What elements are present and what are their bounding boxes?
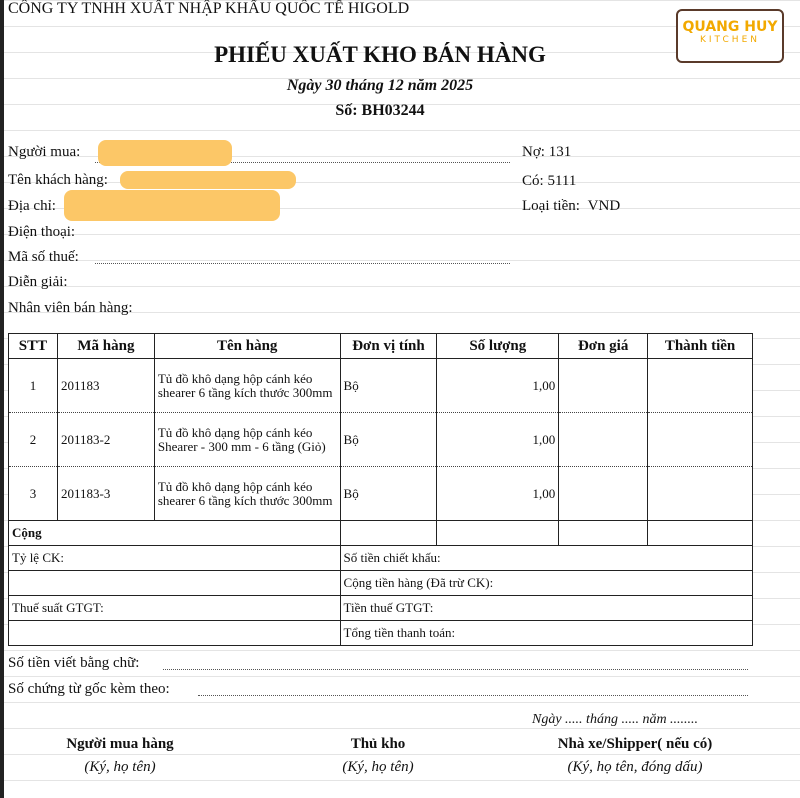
customer-label: Tên khách hàng: (8, 172, 108, 188)
discount-row: Tỷ lệ CK: Số tiền chiết khấu: (9, 546, 753, 571)
col-name: Tên hàng (154, 334, 340, 359)
logo-subtext: KITCHEN (700, 35, 760, 45)
attachments-label: Số chứng từ gốc kèm theo: (8, 681, 170, 697)
col-stt: STT (9, 334, 58, 359)
redacted-customer (120, 171, 296, 189)
items-table (8, 333, 753, 646)
logo-text: QUANG HUY (682, 19, 778, 35)
signature-shipper: Nhà xe/Shipper( nếu có) (Ký, họ tên, đóng dấu) (557, 736, 713, 775)
amount-in-words-label: Số tiền viết bằng chữ: (8, 655, 140, 671)
tax-code-label: Mã số thuế: (8, 249, 79, 265)
redacted-buyer (98, 140, 232, 166)
company-name: CÔNG TY TNHH XUẤT NHẬP KHẨU QUỐC TẾ HIGOLD (8, 0, 410, 17)
grand-total-row: Tổng tiền thanh toán: (9, 621, 753, 646)
signature-storekeeper: Thủ kho (Ký, họ tên) (342, 736, 414, 775)
vat-row: Thuế suất GTGT: Tiền thuế GTGT: (9, 596, 753, 621)
page-title: PHIẾU XUẤT KHO BÁN HÀNG (214, 42, 546, 67)
col-unit: Đơn vị tính (340, 334, 437, 359)
table-header (9, 334, 753, 359)
phone-label: Điện thoại: (8, 224, 76, 240)
debit-account: Nợ: 131 (522, 144, 572, 160)
signature-buyer: Người mua hàng (Ký, họ tên) (66, 736, 174, 775)
table-row: 3 201183-3 Tủ đồ khô dạng hộp cánh kéo shearer 6 tầng kích thước 300mm Bộ 1,00 (9, 467, 753, 521)
credit-account: Có: 5111 (522, 173, 577, 189)
document-number: Số: BH03244 (335, 102, 425, 119)
sign-date: Ngày ..... tháng ..... năm ........ (532, 712, 699, 727)
document-date: Ngày 30 tháng 12 năm 2025 (286, 77, 474, 94)
redacted-address (64, 190, 280, 221)
salesperson-label: Nhân viên bán hàng: (8, 300, 133, 316)
table-row: 2 201183-2 Tủ đồ khô dạng hộp cánh kéo Shearer - 300 mm - 6 tầng (Giỏ) Bộ 1,00 (9, 413, 753, 467)
table-row: 1 201183 Tủ đồ khô dạng hộp cánh kéo shearer 6 tầng kích thước 300mm Bộ 1,00 (9, 359, 753, 413)
col-price: Đơn giá (559, 334, 648, 359)
buyer-label: Người mua: (8, 144, 81, 160)
currency: Loại tiền: VND (522, 198, 621, 214)
description-label: Diễn giải: (8, 274, 68, 290)
col-amount: Thành tiền (648, 334, 753, 359)
col-code: Mã hàng (57, 334, 154, 359)
col-qty: Số lượng (437, 334, 559, 359)
address-label: Địa chỉ: (8, 198, 56, 214)
total-row: Cộng (9, 521, 753, 546)
goods-total-row: Cộng tiền hàng (Đã trừ CK): (9, 571, 753, 596)
